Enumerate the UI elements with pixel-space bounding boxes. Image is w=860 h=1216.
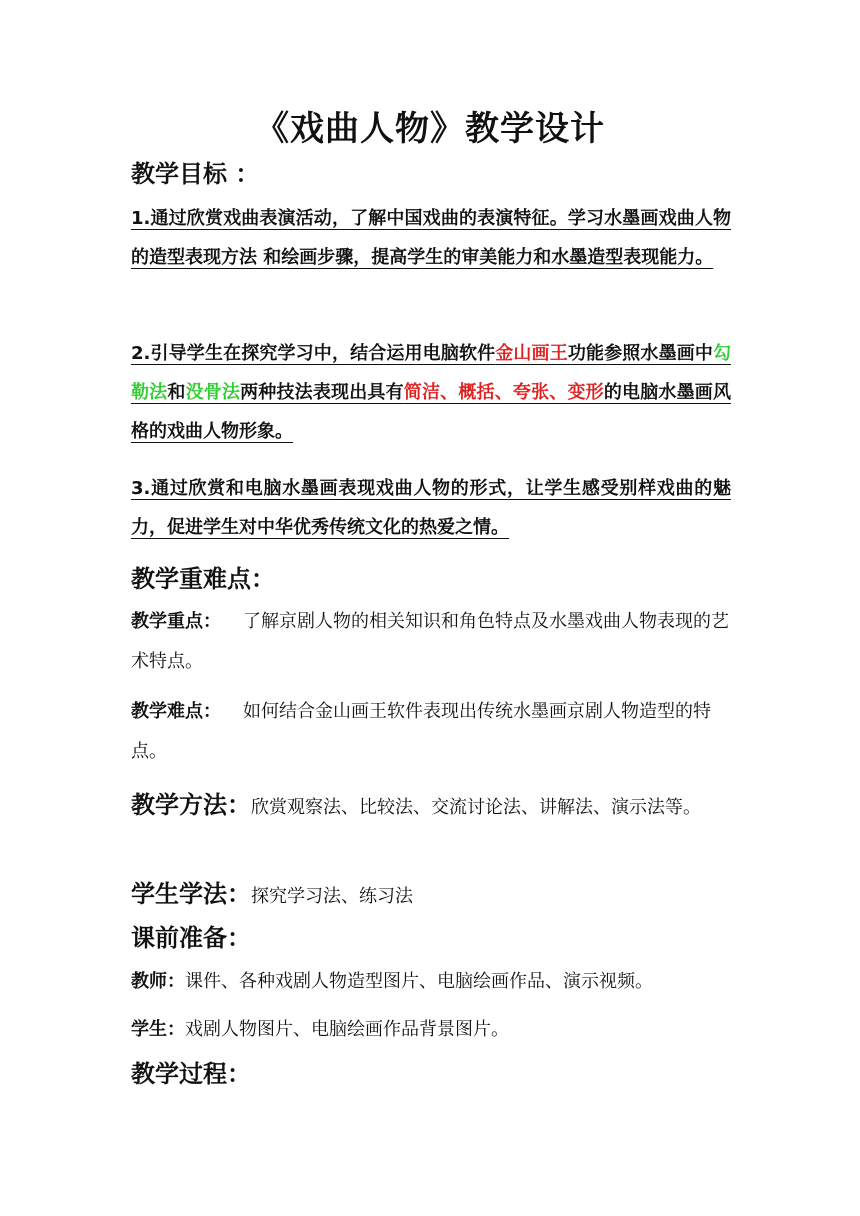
objective-3: 3.通过欣赏和电脑水墨画表现戏曲人物的形式，让学生感受别样戏曲的魅力，促进学生对中华优秀传统文化的热爱之情。 <box>131 478 731 538</box>
student-text: 戏剧人物图片、电脑绘画作品背景图片。 <box>185 1019 509 1040</box>
technique-mogu: 没骨法 <box>185 382 241 403</box>
teaching-difficulty-text: 如何结合金山画王软件表现出传统水墨画京剧人物造型的特点。 <box>131 701 711 762</box>
objectives-heading: 教学目标 ： <box>131 160 260 188</box>
teaching-difficulty <box>131 692 731 772</box>
study-method-label: 学生学法： <box>131 880 251 908</box>
software-name: 金山画王 <box>495 343 568 364</box>
teacher-label: 教师： <box>131 971 185 992</box>
teaching-difficulty-label: 教学难点： <box>131 701 221 722</box>
teaching-method <box>131 785 731 828</box>
technique-goule: 勾勒法 <box>131 343 731 403</box>
study-method <box>131 874 731 917</box>
teacher-text: 课件、各种戏剧人物造型图片、电脑绘画作品、演示视频。 <box>185 971 653 992</box>
objective-2: 2.引导学生在探究学习中，结合运用电脑软件金山画王功能参照水墨画中勾勒法和没骨法两种技法表现出具有简洁、概括、夸张、变形的电脑水墨画风格的戏曲人物形象。 <box>131 343 731 442</box>
teaching-method-text: 欣赏观察法、比较法、交流讨论法、讲解法、演示法等。 <box>251 797 701 818</box>
teaching-method-label: 教学方法： <box>131 791 251 819</box>
teaching-focus <box>131 602 731 682</box>
teaching-focus-label: 教学重点： <box>131 611 221 632</box>
key-points-heading: 教学重难点： <box>131 565 275 593</box>
teacher-preparation <box>131 962 731 1002</box>
process-heading: 教学过程： <box>131 1060 251 1088</box>
style-keywords: 简洁、概括、夸张、变形 <box>403 382 604 403</box>
teaching-focus-text: 了解京剧人物的相关知识和角色特点及水墨戏曲人物表现的艺术特点。 <box>131 611 729 672</box>
study-method-text: 探究学习法、练习法 <box>251 886 413 907</box>
objective-1: 1.通过欣赏戏曲表演活动，了解中国戏曲的表演特征。学习水墨画戏曲人物的造型表现方法 和绘画步骤，提高学生的审美能力和水墨造型表现能力。 <box>131 208 731 268</box>
student-label: 学生： <box>131 1019 185 1040</box>
document-title: 《戏曲人物》教学设计 <box>255 109 605 149</box>
student-preparation <box>131 1010 731 1050</box>
preparation-heading: 课前准备： <box>131 924 251 952</box>
